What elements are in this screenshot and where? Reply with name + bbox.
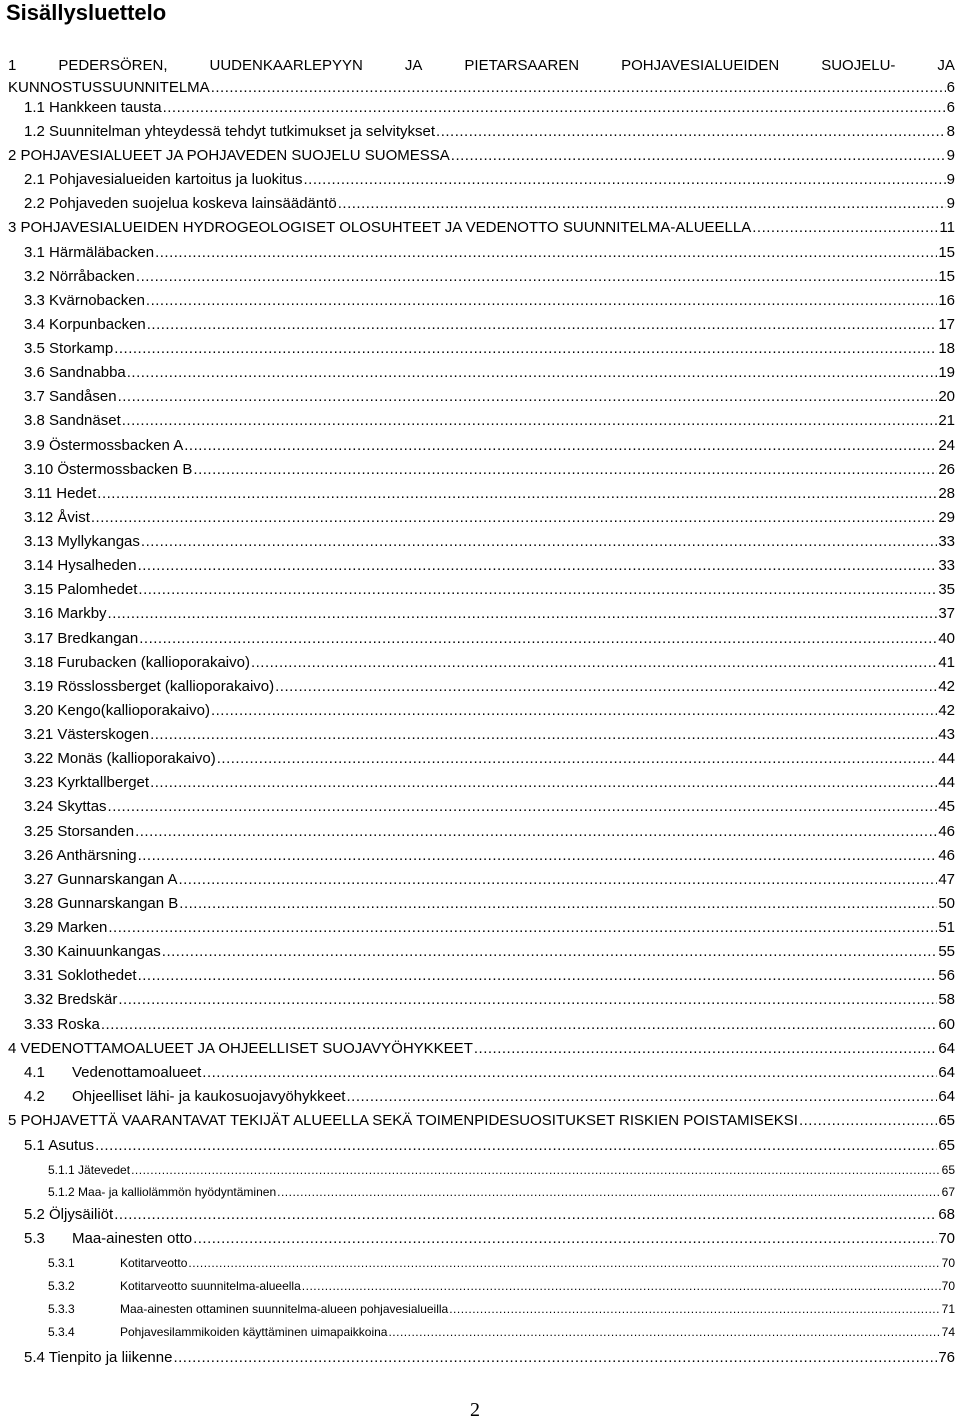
toc-leader-dots: [127, 363, 938, 383]
toc-entry-label: 3.33 Roska: [24, 1016, 100, 1033]
toc-entry-page: 46: [938, 823, 955, 840]
toc-leader-dots: [217, 749, 938, 769]
toc-entry-label: 5.4 Tienpito ja liikenne: [24, 1349, 173, 1366]
toc-entry-label: Maa-ainesten ottaminen suunnitelma-alueen pohjavesialueilla: [120, 1302, 449, 1316]
toc-entry-label: 3.8 Sandnäset: [24, 412, 121, 429]
toc-leader-dots: [388, 1322, 940, 1342]
toc-entry-label: 2.2 Pohjaveden suojelua koskeva lainsäädäntö: [24, 195, 337, 212]
toc-leader-dots: [451, 146, 946, 166]
toc-entry-number: 4.2: [24, 1088, 45, 1105]
toc-entry-number: 5.3.3: [48, 1302, 75, 1316]
toc-entry-page: 18: [938, 340, 955, 357]
toc-leader-dots: [147, 315, 938, 335]
toc-leader-dots: [118, 990, 937, 1010]
toc-leader-dots: [173, 1348, 937, 1368]
toc-entry-page: 70: [941, 1279, 955, 1293]
toc-leader-dots: [138, 966, 938, 986]
toc-leader-dots: [146, 291, 937, 311]
toc-entry-label: 3.1 Härmäläbacken: [24, 244, 155, 261]
toc-entry-page: 11: [939, 219, 955, 236]
toc-entry-label: 2 POHJAVESIALUEET JA POHJAVEDEN SUOJELU SUOMESSA: [8, 147, 450, 164]
toc-entry-label: Pohjavesilammikoiden käyttäminen uimapaikkoina: [120, 1325, 388, 1339]
toc-entry-number: 5.3: [24, 1230, 45, 1247]
toc-entry-label: 3.30 Kainuunkangas: [24, 943, 161, 960]
toc-leader-dots: [275, 677, 937, 697]
toc-leader-dots: [118, 387, 938, 407]
toc-entry-label: 5.1 Asutus: [24, 1137, 95, 1154]
toc-leader-dots: [141, 532, 937, 552]
toc-entry-page: 8: [946, 123, 955, 140]
toc-entry-page: 45: [938, 798, 955, 815]
toc-entry-page: 65: [941, 1163, 955, 1177]
toc-entry-page: 28: [938, 485, 955, 502]
toc-entry-page: 44: [938, 774, 955, 791]
toc-entry-page: 64: [938, 1088, 955, 1105]
toc-entry-label: 3.11 Hedet: [24, 485, 97, 502]
toc-entry-page: 35: [938, 581, 955, 598]
toc-entry-page: 74: [941, 1325, 955, 1339]
toc-leader-dots: [163, 98, 946, 118]
toc-entry-number: 4.1: [24, 1064, 45, 1081]
toc-word: POHJAVESIALUEIDEN: [621, 57, 780, 74]
toc-entry-page: 15: [938, 244, 955, 261]
toc-entry-label: 3.2 Nörråbacken: [24, 268, 135, 285]
toc-entry-page: 67: [941, 1185, 955, 1199]
toc-entry-page: 40: [938, 630, 955, 647]
toc-entry-label: 3.27 Gunnarskangan A: [24, 871, 178, 888]
toc-entry-label: 3.9 Östermossbacken A: [24, 437, 184, 454]
toc-entry-label: Kotitarveotto suunnitelma-alueella: [120, 1279, 301, 1293]
toc-word: PIETARSAAREN: [464, 57, 580, 74]
toc-entry-page: 17: [938, 316, 955, 333]
toc-entry-number: 5.3.2: [48, 1279, 75, 1293]
toc-leader-dots: [184, 436, 937, 456]
toc-word: JA: [937, 57, 955, 74]
toc-entry-page: 46: [938, 847, 955, 864]
toc-leader-dots: [338, 194, 946, 214]
toc-entry-page: 19: [938, 364, 955, 381]
toc-entry-page: 33: [938, 557, 955, 574]
toc-word: SUOJELU-: [821, 57, 896, 74]
toc-word: JA: [404, 57, 423, 74]
toc-entry-label: 3.3 Kvärnobacken: [24, 292, 145, 309]
toc-entry-page: 50: [938, 895, 955, 912]
toc-entry-page: 9: [946, 147, 955, 164]
toc-leader-dots: [304, 170, 946, 190]
toc-entry-label: 5.1.1 Jätevedet: [48, 1163, 131, 1177]
toc-entry-page: 71: [941, 1302, 955, 1316]
toc-entry-label: 1.1 Hankkeen tausta: [24, 99, 162, 116]
toc-entry-label: 3.13 Myllykangas: [24, 533, 140, 550]
toc-entry-page: 76: [938, 1349, 955, 1366]
toc-leader-dots: [91, 508, 937, 528]
toc-entry-page: 70: [938, 1230, 955, 1247]
toc-entry-label: 4 VEDENOTTAMOALUEET JA OHJEELLISET SUOJAVYÖHYKKEET: [8, 1040, 473, 1057]
toc-leader-dots: [155, 243, 937, 263]
toc-entry-page: 55: [938, 943, 955, 960]
toc-entry-label: Kotitarveotto: [120, 1256, 188, 1270]
toc-leader-dots: [150, 773, 937, 793]
toc-leader-dots: [136, 267, 937, 287]
toc-leader-dots: [752, 218, 938, 238]
toc-entry-label: 3.32 Bredskär: [24, 991, 118, 1008]
toc-entry-page: 43: [938, 726, 955, 743]
toc-entry-label: 3.26 Anthärsning: [24, 847, 137, 864]
toc-entry-page: 44: [938, 750, 955, 767]
toc-leader-dots: [211, 701, 937, 721]
toc-entry-label: 3.25 Storsanden: [24, 823, 135, 840]
toc-entry-label: 3.22 Monäs (kallioporakaivo): [24, 750, 216, 767]
toc-entry-label: 3 POHJAVESIALUEIDEN HYDROGEOLOGISET OLOSUHTEET JA VEDENOTTO SUUNNITELMA-ALUEELLA: [8, 219, 752, 236]
toc-entry-number: 5.3.4: [48, 1325, 75, 1339]
toc-entry-label: 1.2 Suunnitelman yhteydessä tehdyt tutkimukset ja selvitykset: [24, 123, 436, 140]
toc-leader-dots: [178, 870, 937, 890]
toc-entry-page: 9: [946, 171, 955, 188]
toc-entry-label: 5.1.2 Maa- ja kalliolämmön hyödyntäminen: [48, 1185, 277, 1199]
toc-leader-dots: [179, 894, 937, 914]
toc-entry-page: 65: [938, 1137, 955, 1154]
toc-entry-page: 20: [938, 388, 955, 405]
toc-entry-page: 68: [938, 1206, 955, 1223]
toc-entry-page: 64: [938, 1064, 955, 1081]
toc-entry-page: 64: [938, 1040, 955, 1057]
toc-leader-dots: [131, 1160, 941, 1180]
toc-leader-dots: [302, 1276, 941, 1296]
toc-entry-label: 2.1 Pohjavesialueiden kartoitus ja luokitus: [24, 171, 303, 188]
toc-word: PEDERSÖREN,: [58, 57, 168, 74]
toc-entry-page: 21: [938, 412, 955, 429]
toc-leader-dots: [277, 1182, 941, 1202]
toc-leader-dots: [138, 846, 938, 866]
toc-leader-dots: [251, 653, 937, 673]
toc-entry-label: 3.18 Furubacken (kallioporakaivo): [24, 654, 250, 671]
toc-leader-dots: [162, 942, 938, 962]
toc-leader-dots: [138, 556, 938, 576]
toc-entry-page: 56: [938, 967, 955, 984]
toc-entry-page: 33: [938, 533, 955, 550]
toc-entry-label: Ohjeelliset lähi- ja kaukosuojavyöhykkeet: [72, 1088, 346, 1105]
toc-word: UUDENKAARLEPYYN: [209, 57, 363, 74]
toc-entry-label: 3.4 Korpunbacken: [24, 316, 146, 333]
toc-entry-page: 16: [938, 292, 955, 309]
toc-entry-label: 3.17 Bredkangan: [24, 630, 139, 647]
toc-leader-dots: [449, 1299, 940, 1319]
toc-entry-label: 5 POHJAVETTÄ VAARANTAVAT TEKIJÄT ALUEELLA SEKÄ TOIMENPIDESUOSITUKSET RISKIEN POISTAMISEKSI: [8, 1112, 798, 1129]
toc-entry-label: KUNNOSTUSSUUNNITELMA: [8, 79, 210, 96]
toc-entry-page: 47: [938, 871, 955, 888]
toc-entry-label: 3.16 Markby: [24, 605, 107, 622]
toc-entry-page: 26: [938, 461, 955, 478]
toc-leader-dots: [436, 122, 946, 142]
toc-entry-1-line1[interactable]: [8, 54, 955, 78]
toc-leader-dots: [193, 460, 937, 480]
toc-entry-label: 3.6 Sandnabba: [24, 364, 126, 381]
toc-entry-label: 3.28 Gunnarskangan B: [24, 895, 179, 912]
toc-entry-page: 42: [938, 702, 955, 719]
toc-entry-label: 3.19 Rösslossberget (kallioporakaivo): [24, 678, 275, 695]
toc-leader-dots: [108, 797, 938, 817]
toc-entry-label: Vedenottamoalueet: [72, 1064, 202, 1081]
page-number: 2: [470, 1399, 480, 1421]
toc-entry-label: 3.14 Hysalheden: [24, 557, 137, 574]
toc-entry-label: 3.31 Soklothedet: [24, 967, 137, 984]
toc-leader-dots: [202, 1063, 937, 1083]
toc-entry-page: 29: [938, 509, 955, 526]
toc-entry-page: 24: [938, 437, 955, 454]
toc-entry-label: Maa-ainesten otto: [72, 1230, 193, 1247]
toc-entry-label: 3.23 Kyrktallberget: [24, 774, 150, 791]
toc-entry-label: 5.2 Öljysäiliöt: [24, 1206, 114, 1223]
toc-leader-dots: [122, 411, 938, 431]
toc-word: 1: [8, 57, 17, 74]
toc-leader-dots: [799, 1111, 937, 1131]
toc-leader-dots: [114, 1205, 937, 1225]
toc-entry-page: 41: [938, 654, 955, 671]
toc-entry-page: 42: [938, 678, 955, 695]
toc-leader-dots: [211, 78, 946, 98]
toc-leader-dots: [346, 1087, 937, 1107]
toc-entry-page: 6: [946, 79, 955, 96]
toc-leader-dots: [188, 1253, 940, 1273]
toc-leader-dots: [474, 1039, 937, 1059]
toc-leader-dots: [108, 918, 937, 938]
toc-entry-page: 65: [938, 1112, 955, 1129]
toc-leader-dots: [97, 484, 937, 504]
toc-leader-dots: [193, 1229, 937, 1249]
toc-leader-dots: [139, 629, 937, 649]
toc-leader-dots: [108, 604, 938, 624]
toc-entry-page: 60: [938, 1016, 955, 1033]
toc-entry-page: 15: [938, 268, 955, 285]
toc-entry-label: 3.15 Palomhedet: [24, 581, 138, 598]
toc-leader-dots: [138, 580, 937, 600]
toc-entry-label: 3.10 Östermossbacken B: [24, 461, 193, 478]
toc-entry-label: 3.5 Storkamp: [24, 340, 114, 357]
toc-entry-label: 3.21 Västerskogen: [24, 726, 150, 743]
toc-title: Sisällysluettelo: [6, 0, 167, 25]
toc-leader-dots: [101, 1015, 937, 1035]
toc-entry-page: 9: [946, 195, 955, 212]
toc-entry-page: 6: [946, 99, 955, 116]
toc-entry-page: 37: [938, 605, 955, 622]
toc-entry-label: 3.12 Åvist: [24, 509, 90, 526]
toc-entry-label: 3.20 Kengo(kallioporakaivo): [24, 702, 210, 719]
toc-entry-label: 3.24 Skyttas: [24, 798, 107, 815]
toc-entry-label: 3.7 Sandåsen: [24, 388, 117, 405]
toc-leader-dots: [150, 725, 937, 745]
toc-entry-page: 70: [941, 1256, 955, 1270]
toc-entry-page: 51: [938, 919, 955, 936]
toc-leader-dots: [135, 822, 937, 842]
toc-entry-number: 5.3.1: [48, 1256, 75, 1270]
toc-leader-dots: [114, 339, 937, 359]
toc-entry-label: 3.29 Marken: [24, 919, 108, 936]
toc-entry-page: 58: [938, 991, 955, 1008]
toc-leader-dots: [95, 1136, 937, 1156]
